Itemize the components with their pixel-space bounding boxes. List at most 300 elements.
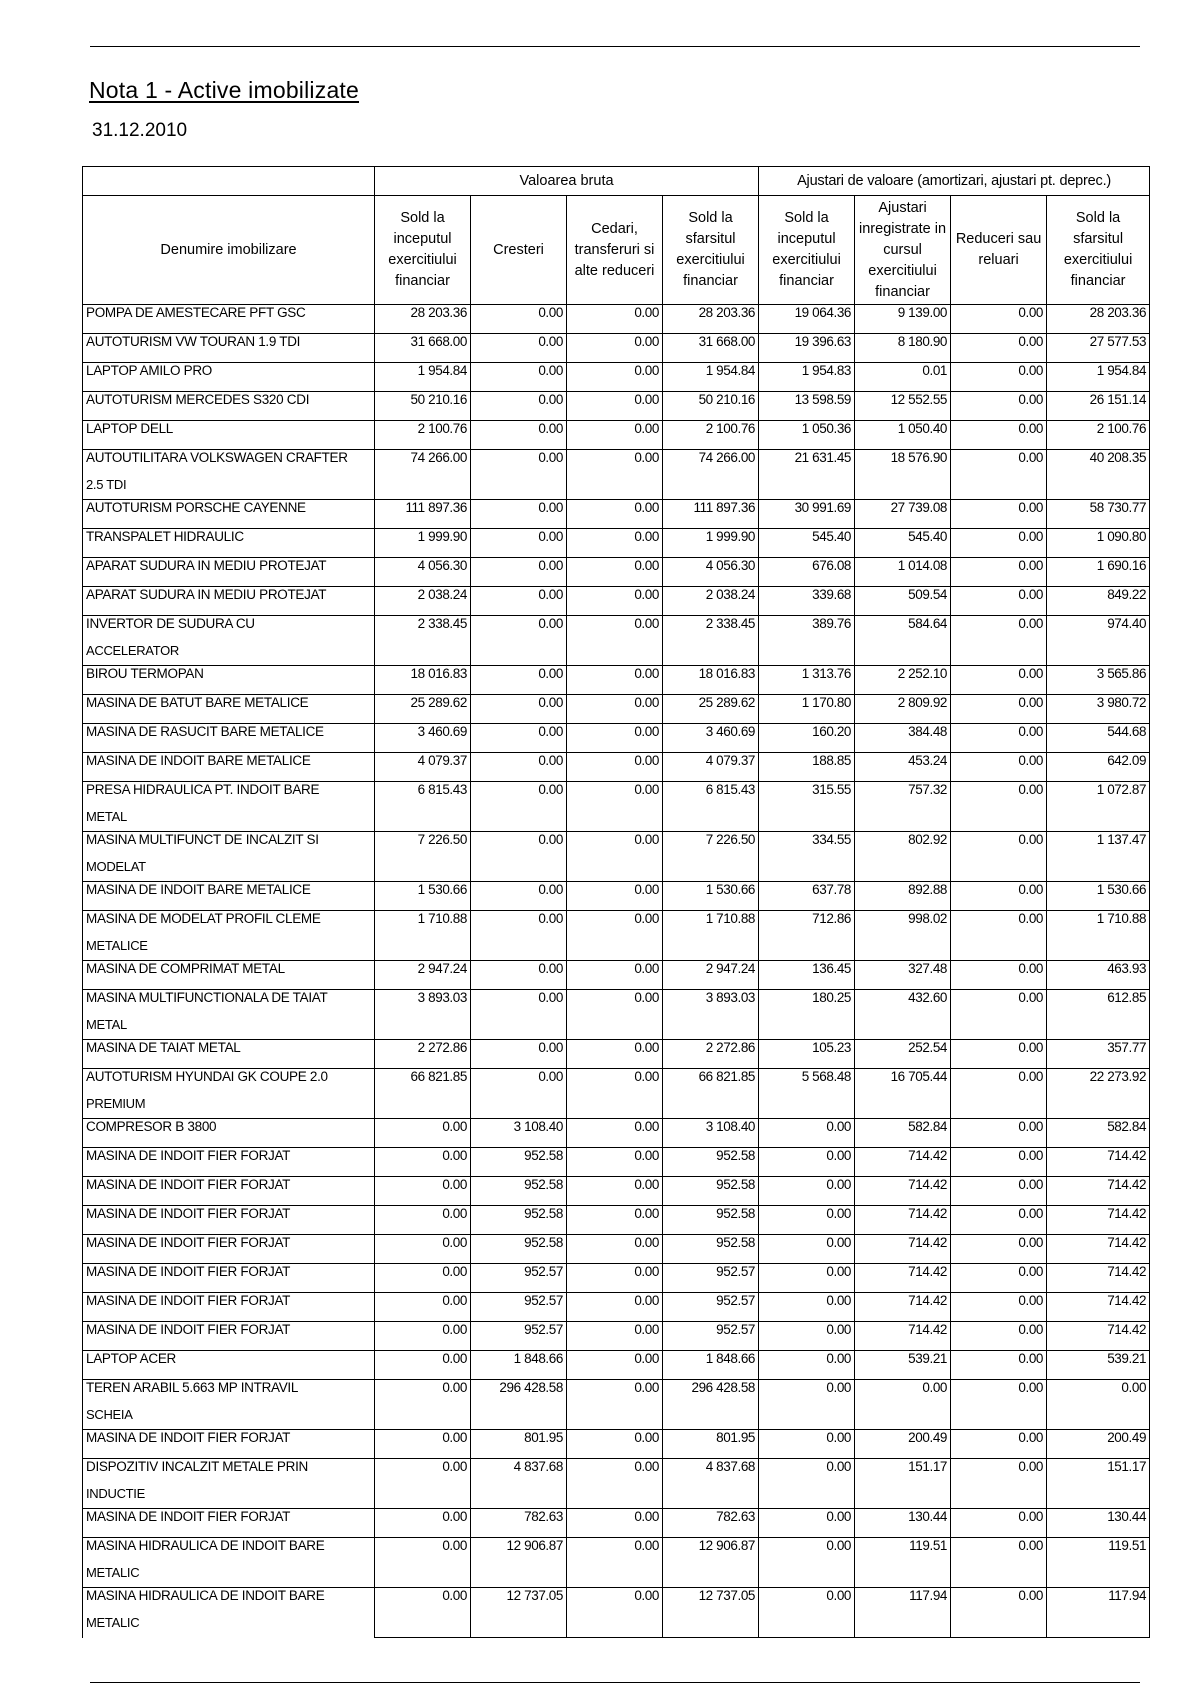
value-adj-closing: 58 730.77 — [1047, 500, 1150, 529]
value-gross-closing: 801.95 — [663, 1430, 759, 1459]
value-gross-closing: 25 289.62 — [663, 695, 759, 724]
value-reductions: 0.00 — [951, 1351, 1047, 1380]
value-increases: 0.00 — [471, 500, 567, 529]
value-adj-recorded: 1 014.08 — [855, 558, 951, 587]
value-reductions: 0.00 — [951, 832, 1047, 882]
value-adj-recorded: 714.42 — [855, 1148, 951, 1177]
asset-name: MASINA DE BATUT BARE METALICE — [86, 695, 309, 710]
value-reductions: 0.00 — [951, 450, 1047, 500]
value-reductions: 0.00 — [951, 363, 1047, 392]
asset-name: LAPTOP ACER — [86, 1351, 176, 1366]
value-adj-recorded: 252.54 — [855, 1040, 951, 1069]
value-adj-opening: 315.55 — [759, 782, 855, 832]
value-adj-closing: 119.51 — [1047, 1538, 1150, 1588]
value-adj-closing: 151.17 — [1047, 1459, 1150, 1509]
asset-name: PRESA HIDRAULICA PT. INDOIT BARE — [86, 782, 320, 797]
table-row — [83, 450, 1150, 500]
asset-name-cell — [83, 1235, 375, 1264]
value-adj-closing: 22 273.92 — [1047, 1069, 1150, 1119]
value-adj-recorded: 130.44 — [855, 1509, 951, 1538]
table-body — [83, 305, 1150, 1638]
value-gross-opening: 1 530.66 — [375, 882, 471, 911]
value-disposals: 0.00 — [567, 1069, 663, 1119]
group-header-gross: Valoarea bruta — [375, 167, 759, 196]
value-reductions: 0.00 — [951, 695, 1047, 724]
value-adj-opening: 1 170.80 — [759, 695, 855, 724]
value-increases: 952.58 — [471, 1235, 567, 1264]
value-gross-closing: 1 999.90 — [663, 529, 759, 558]
value-adj-recorded: 453.24 — [855, 753, 951, 782]
value-adj-closing: 544.68 — [1047, 724, 1150, 753]
value-adj-opening: 339.68 — [759, 587, 855, 616]
asset-name-cell — [83, 529, 375, 558]
value-increases: 782.63 — [471, 1509, 567, 1538]
value-adj-recorded: 432.60 — [855, 990, 951, 1040]
value-adj-opening: 0.00 — [759, 1264, 855, 1293]
value-adj-recorded: 892.88 — [855, 882, 951, 911]
value-adj-opening: 136.45 — [759, 961, 855, 990]
asset-name: AUTOUTILITARA VOLKSWAGEN CRAFTER — [86, 450, 348, 465]
value-increases: 0.00 — [471, 990, 567, 1040]
value-adj-opening: 712.86 — [759, 911, 855, 961]
asset-name: AUTOTURISM PORSCHE CAYENNE — [86, 500, 306, 515]
value-increases: 0.00 — [471, 529, 567, 558]
asset-name-cell — [83, 990, 375, 1040]
value-adj-recorded: 1 050.40 — [855, 421, 951, 450]
asset-name: MASINA DE COMPRIMAT METAL — [86, 961, 285, 976]
value-gross-opening: 0.00 — [375, 1235, 471, 1264]
value-adj-closing: 714.42 — [1047, 1177, 1150, 1206]
value-gross-closing: 782.63 — [663, 1509, 759, 1538]
value-increases: 0.00 — [471, 961, 567, 990]
asset-name: MASINA DE INDOIT FIER FORJAT — [86, 1206, 291, 1221]
value-adj-opening: 0.00 — [759, 1235, 855, 1264]
asset-name-continuation: PREMIUM — [86, 1096, 146, 1111]
value-adj-closing: 642.09 — [1047, 753, 1150, 782]
value-reductions: 0.00 — [951, 1069, 1047, 1119]
value-gross-closing: 4 837.68 — [663, 1459, 759, 1509]
asset-name-cell — [83, 753, 375, 782]
asset-name: POMPA DE AMESTECARE PFT GSC — [86, 305, 306, 320]
value-reductions: 0.00 — [951, 1459, 1047, 1509]
table-row — [83, 832, 1150, 882]
value-disposals: 0.00 — [567, 392, 663, 421]
value-increases: 0.00 — [471, 392, 567, 421]
asset-name-cell — [83, 1177, 375, 1206]
asset-name-cell — [83, 1293, 375, 1322]
asset-name-continuation: METAL — [86, 809, 127, 824]
asset-name-cell — [83, 961, 375, 990]
value-gross-closing: 952.58 — [663, 1235, 759, 1264]
asset-name-cell — [83, 1380, 375, 1430]
value-gross-closing: 50 210.16 — [663, 392, 759, 421]
page-title: Nota 1 - Active imobilizate — [89, 77, 360, 103]
value-gross-closing: 3 108.40 — [663, 1119, 759, 1148]
value-gross-opening: 66 821.85 — [375, 1069, 471, 1119]
value-gross-opening: 1 710.88 — [375, 911, 471, 961]
asset-name-cell — [83, 695, 375, 724]
value-adj-recorded: 9 139.00 — [855, 305, 951, 334]
value-adj-closing: 200.49 — [1047, 1430, 1150, 1459]
asset-name: INVERTOR DE SUDURA CU — [86, 616, 255, 631]
value-gross-opening: 0.00 — [375, 1322, 471, 1351]
asset-name-cell — [83, 334, 375, 363]
value-disposals: 0.00 — [567, 1509, 663, 1538]
value-reductions: 0.00 — [951, 1148, 1047, 1177]
value-increases: 296 428.58 — [471, 1380, 567, 1430]
asset-name-cell — [83, 724, 375, 753]
asset-name-cell — [83, 558, 375, 587]
value-adj-recorded: 2 809.92 — [855, 695, 951, 724]
value-increases: 0.00 — [471, 450, 567, 500]
table-row — [83, 1264, 1150, 1293]
value-adj-closing: 714.42 — [1047, 1148, 1150, 1177]
table-row — [83, 363, 1150, 392]
value-gross-closing: 7 226.50 — [663, 832, 759, 882]
group-header-adjustments: Ajustari de valoare (amortizari, ajustari pt. deprec.) — [759, 167, 1150, 196]
value-reductions: 0.00 — [951, 529, 1047, 558]
value-adj-opening: 0.00 — [759, 1322, 855, 1351]
table-row — [83, 1148, 1150, 1177]
value-adj-closing: 117.94 — [1047, 1588, 1150, 1638]
value-disposals: 0.00 — [567, 753, 663, 782]
value-adj-closing: 1 954.84 — [1047, 363, 1150, 392]
value-disposals: 0.00 — [567, 1119, 663, 1148]
value-increases: 952.57 — [471, 1293, 567, 1322]
value-disposals: 0.00 — [567, 1459, 663, 1509]
value-gross-closing: 952.57 — [663, 1322, 759, 1351]
table-row — [83, 1459, 1150, 1509]
value-disposals: 0.00 — [567, 666, 663, 695]
asset-name-cell — [83, 1069, 375, 1119]
value-reductions: 0.00 — [951, 500, 1047, 529]
value-disposals: 0.00 — [567, 1322, 663, 1351]
table-row — [83, 529, 1150, 558]
value-increases: 0.00 — [471, 782, 567, 832]
asset-name-cell — [83, 1430, 375, 1459]
value-adj-recorded: 714.42 — [855, 1206, 951, 1235]
value-disposals: 0.00 — [567, 1040, 663, 1069]
value-disposals: 0.00 — [567, 1430, 663, 1459]
table-row — [83, 753, 1150, 782]
value-adj-closing: 1 137.47 — [1047, 832, 1150, 882]
value-disposals: 0.00 — [567, 421, 663, 450]
table-row — [83, 724, 1150, 753]
value-adj-opening: 0.00 — [759, 1380, 855, 1430]
asset-name: MASINA DE INDOIT FIER FORJAT — [86, 1430, 291, 1445]
value-reductions: 0.00 — [951, 724, 1047, 753]
value-increases: 0.00 — [471, 363, 567, 392]
value-increases: 801.95 — [471, 1430, 567, 1459]
asset-name-cell — [83, 1119, 375, 1148]
asset-name-continuation: METALIC — [86, 1565, 140, 1580]
value-adj-closing: 1 710.88 — [1047, 911, 1150, 961]
value-adj-recorded: 117.94 — [855, 1588, 951, 1638]
value-gross-closing: 12 906.87 — [663, 1538, 759, 1588]
asset-name-cell — [83, 882, 375, 911]
asset-name-continuation: MODELAT — [86, 859, 146, 874]
value-adj-closing: 714.42 — [1047, 1206, 1150, 1235]
asset-name-cell — [83, 363, 375, 392]
value-gross-closing: 952.57 — [663, 1264, 759, 1293]
value-adj-closing: 26 151.14 — [1047, 392, 1150, 421]
asset-name: AUTOTURISM VW TOURAN 1.9 TDI — [86, 334, 301, 349]
value-gross-opening: 3 460.69 — [375, 724, 471, 753]
table-row — [83, 1119, 1150, 1148]
value-adj-closing: 3 980.72 — [1047, 695, 1150, 724]
value-adj-closing: 1 690.16 — [1047, 558, 1150, 587]
column-header-disposals: Cedari, transferuri si alte reduceri — [567, 196, 663, 305]
asset-name-cell — [83, 1538, 375, 1588]
value-adj-recorded: 998.02 — [855, 911, 951, 961]
value-disposals: 0.00 — [567, 363, 663, 392]
value-gross-closing: 74 266.00 — [663, 450, 759, 500]
asset-name-cell — [83, 450, 375, 500]
value-reductions: 0.00 — [951, 882, 1047, 911]
value-reductions: 0.00 — [951, 558, 1047, 587]
asset-name: TRANSPALET HIDRAULIC — [86, 529, 244, 544]
table-row — [83, 911, 1150, 961]
asset-name: MASINA DE INDOIT BARE METALICE — [86, 882, 311, 897]
value-increases: 0.00 — [471, 882, 567, 911]
value-adj-recorded: 18 576.90 — [855, 450, 951, 500]
table-row — [83, 1430, 1150, 1459]
value-gross-closing: 18 016.83 — [663, 666, 759, 695]
value-gross-closing: 3 893.03 — [663, 990, 759, 1040]
value-disposals: 0.00 — [567, 305, 663, 334]
value-gross-opening: 0.00 — [375, 1459, 471, 1509]
column-header-reductions: Reduceri sau reluari — [951, 196, 1047, 305]
value-adj-recorded: 545.40 — [855, 529, 951, 558]
value-adj-recorded: 582.84 — [855, 1119, 951, 1148]
value-gross-opening: 28 203.36 — [375, 305, 471, 334]
value-disposals: 0.00 — [567, 500, 663, 529]
value-increases: 0.00 — [471, 753, 567, 782]
asset-name: MASINA DE RASUCIT BARE METALICE — [86, 724, 324, 739]
column-header-adj-recorded: Ajustari inregistrate in cursul exercitiului financiar — [855, 196, 951, 305]
value-adj-closing: 612.85 — [1047, 990, 1150, 1040]
value-gross-opening: 4 056.30 — [375, 558, 471, 587]
value-reductions: 0.00 — [951, 1177, 1047, 1206]
value-gross-opening: 6 815.43 — [375, 782, 471, 832]
value-gross-closing: 2 272.86 — [663, 1040, 759, 1069]
value-gross-opening: 2 100.76 — [375, 421, 471, 450]
value-adj-opening: 1 050.36 — [759, 421, 855, 450]
value-increases: 952.58 — [471, 1148, 567, 1177]
asset-name-continuation: 2.5 TDI — [86, 477, 127, 492]
value-adj-closing: 1 072.87 — [1047, 782, 1150, 832]
asset-name-cell — [83, 305, 375, 334]
table-row — [83, 558, 1150, 587]
value-gross-closing: 111 897.36 — [663, 500, 759, 529]
value-gross-closing: 12 737.05 — [663, 1588, 759, 1638]
value-adj-opening: 160.20 — [759, 724, 855, 753]
value-adj-recorded: 714.42 — [855, 1177, 951, 1206]
asset-name: MASINA DE INDOIT FIER FORJAT — [86, 1148, 291, 1163]
asset-name: MASINA DE INDOIT FIER FORJAT — [86, 1322, 291, 1337]
table-row — [83, 500, 1150, 529]
value-increases: 0.00 — [471, 1069, 567, 1119]
value-adj-recorded: 0.01 — [855, 363, 951, 392]
value-adj-opening: 0.00 — [759, 1430, 855, 1459]
value-disposals: 0.00 — [567, 782, 663, 832]
column-header-gross-opening: Sold la inceputul exercitiului financiar — [375, 196, 471, 305]
asset-name: MASINA DE INDOIT FIER FORJAT — [86, 1264, 291, 1279]
value-increases: 952.58 — [471, 1206, 567, 1235]
value-increases: 0.00 — [471, 724, 567, 753]
value-increases: 0.00 — [471, 305, 567, 334]
value-adj-recorded: 509.54 — [855, 587, 951, 616]
asset-name-cell — [83, 782, 375, 832]
table-row — [83, 1293, 1150, 1322]
value-reductions: 0.00 — [951, 1040, 1047, 1069]
value-disposals: 0.00 — [567, 1148, 663, 1177]
value-gross-opening: 31 668.00 — [375, 334, 471, 363]
table-row — [83, 1538, 1150, 1588]
value-disposals: 0.00 — [567, 1588, 663, 1638]
value-disposals: 0.00 — [567, 990, 663, 1040]
value-adj-opening: 0.00 — [759, 1119, 855, 1148]
table-row — [83, 1177, 1150, 1206]
value-adj-opening: 188.85 — [759, 753, 855, 782]
value-increases: 0.00 — [471, 616, 567, 666]
value-adj-recorded: 0.00 — [855, 1380, 951, 1430]
value-adj-recorded: 16 705.44 — [855, 1069, 951, 1119]
value-increases: 952.57 — [471, 1264, 567, 1293]
value-disposals: 0.00 — [567, 961, 663, 990]
asset-name: MASINA DE INDOIT BARE METALICE — [86, 753, 311, 768]
asset-name-continuation: SCHEIA — [86, 1407, 133, 1422]
value-adj-opening: 180.25 — [759, 990, 855, 1040]
value-increases: 0.00 — [471, 1040, 567, 1069]
value-adj-closing: 714.42 — [1047, 1322, 1150, 1351]
value-increases: 12 906.87 — [471, 1538, 567, 1588]
value-gross-opening: 0.00 — [375, 1119, 471, 1148]
asset-name-cell — [83, 421, 375, 450]
value-adj-recorded: 327.48 — [855, 961, 951, 990]
value-increases: 0.00 — [471, 334, 567, 363]
value-reductions: 0.00 — [951, 305, 1047, 334]
column-header-gross-closing: Sold la sfarsitul exercitiului financiar — [663, 196, 759, 305]
value-reductions: 0.00 — [951, 1293, 1047, 1322]
column-header-adj-closing: Sold la sfarsitul exercitiului financiar — [1047, 196, 1150, 305]
bottom-rule — [90, 1682, 1140, 1683]
table-row — [83, 961, 1150, 990]
table-row — [83, 666, 1150, 695]
asset-name-cell — [83, 1264, 375, 1293]
value-adj-opening: 545.40 — [759, 529, 855, 558]
value-adj-recorded: 714.42 — [855, 1235, 951, 1264]
value-adj-closing: 40 208.35 — [1047, 450, 1150, 500]
value-disposals: 0.00 — [567, 832, 663, 882]
value-gross-opening: 0.00 — [375, 1430, 471, 1459]
value-disposals: 0.00 — [567, 695, 663, 724]
value-gross-closing: 4 079.37 — [663, 753, 759, 782]
value-adj-recorded: 12 552.55 — [855, 392, 951, 421]
asset-name-cell — [83, 666, 375, 695]
value-adj-opening: 0.00 — [759, 1509, 855, 1538]
value-adj-opening: 334.55 — [759, 832, 855, 882]
table-row — [83, 882, 1150, 911]
table-row — [83, 1206, 1150, 1235]
asset-name: LAPTOP AMILO PRO — [86, 363, 213, 378]
value-adj-opening: 1 954.83 — [759, 363, 855, 392]
value-adj-recorded: 27 739.08 — [855, 500, 951, 529]
asset-name-cell — [83, 616, 375, 666]
asset-name: MASINA DE INDOIT FIER FORJAT — [86, 1293, 291, 1308]
value-adj-opening: 0.00 — [759, 1293, 855, 1322]
value-increases: 12 737.05 — [471, 1588, 567, 1638]
asset-name-cell — [83, 1148, 375, 1177]
value-reductions: 0.00 — [951, 587, 1047, 616]
value-adj-recorded: 714.42 — [855, 1264, 951, 1293]
value-gross-closing: 66 821.85 — [663, 1069, 759, 1119]
value-reductions: 0.00 — [951, 1538, 1047, 1588]
table-row — [83, 782, 1150, 832]
value-increases: 0.00 — [471, 832, 567, 882]
value-gross-opening: 74 266.00 — [375, 450, 471, 500]
asset-name-cell — [83, 1351, 375, 1380]
table-row — [83, 1509, 1150, 1538]
value-disposals: 0.00 — [567, 616, 663, 666]
asset-name-continuation: ACCELERATOR — [86, 643, 180, 658]
value-adj-closing: 849.22 — [1047, 587, 1150, 616]
asset-name: APARAT SUDURA IN MEDIU PROTEJAT — [86, 558, 327, 573]
asset-name: AUTOTURISM MERCEDES S320 CDI — [86, 392, 310, 407]
asset-name: LAPTOP DELL — [86, 421, 174, 436]
value-gross-closing: 1 954.84 — [663, 363, 759, 392]
value-reductions: 0.00 — [951, 1206, 1047, 1235]
value-gross-opening: 2 272.86 — [375, 1040, 471, 1069]
value-adj-opening: 19 396.63 — [759, 334, 855, 363]
value-adj-opening: 105.23 — [759, 1040, 855, 1069]
value-adj-opening: 0.00 — [759, 1177, 855, 1206]
value-reductions: 0.00 — [951, 421, 1047, 450]
column-header-increases: Cresteri — [471, 196, 567, 305]
value-gross-closing: 4 056.30 — [663, 558, 759, 587]
value-adj-recorded: 119.51 — [855, 1538, 951, 1588]
table-row — [83, 421, 1150, 450]
top-rule — [90, 46, 1140, 47]
table-row — [83, 1322, 1150, 1351]
value-adj-closing: 0.00 — [1047, 1380, 1150, 1430]
value-disposals: 0.00 — [567, 724, 663, 753]
value-disposals: 0.00 — [567, 1177, 663, 1206]
asset-name-continuation: METAL — [86, 1017, 127, 1032]
value-gross-closing: 2 100.76 — [663, 421, 759, 450]
value-adj-opening: 0.00 — [759, 1206, 855, 1235]
value-adj-recorded: 584.64 — [855, 616, 951, 666]
value-adj-opening: 5 568.48 — [759, 1069, 855, 1119]
value-adj-opening: 0.00 — [759, 1148, 855, 1177]
value-disposals: 0.00 — [567, 587, 663, 616]
value-reductions: 0.00 — [951, 334, 1047, 363]
value-increases: 0.00 — [471, 911, 567, 961]
asset-name-continuation: INDUCTIE — [86, 1486, 145, 1501]
value-adj-opening: 676.08 — [759, 558, 855, 587]
value-gross-opening: 0.00 — [375, 1148, 471, 1177]
asset-name-cell — [83, 1206, 375, 1235]
value-increases: 1 848.66 — [471, 1351, 567, 1380]
value-gross-opening: 0.00 — [375, 1264, 471, 1293]
table-row — [83, 1380, 1150, 1430]
value-adj-recorded: 2 252.10 — [855, 666, 951, 695]
value-adj-recorded: 539.21 — [855, 1351, 951, 1380]
table-row — [83, 305, 1150, 334]
value-disposals: 0.00 — [567, 334, 663, 363]
value-adj-opening: 0.00 — [759, 1588, 855, 1638]
asset-name-cell — [83, 587, 375, 616]
